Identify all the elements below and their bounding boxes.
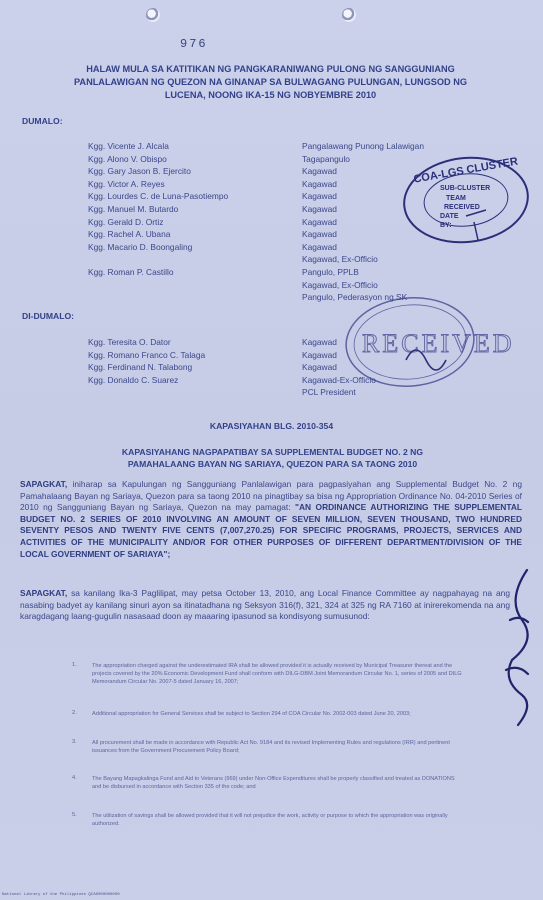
paragraph-text: iniharap sa Kapulungan ng Sangguniang Panlalawigan para pagpasiyahan ang Supplemental Budget No. 2 ng Pamahalaang Bayan ng Sariaya, Quezon para sa taong 2010 na pinagtibay sa bisa ng Appropriation Ordinance No. 04-2010 Series of 2010 ng Sangguniang Bayan ng Sariaya, Quezon na may pamagat: xyxy=(20,479,522,513)
whereas-paragraph-2 xyxy=(20,588,510,623)
present-role: Pangulo, PPLB xyxy=(302,266,359,277)
present-name: Kgg. Gerald D. Ortiz xyxy=(88,216,164,227)
resolution-title xyxy=(60,446,485,470)
absent-role: PCL President xyxy=(302,387,356,398)
present-name: Kgg. Manuel M. Butardo xyxy=(88,203,179,214)
present-role: Pangulo, Pederasyon ng SK xyxy=(302,292,408,303)
absent-name: Kgg. Ferdinand N. Talabong xyxy=(88,362,193,373)
resolution-number: KAPASIYAHAN BLG. 2010-354 xyxy=(209,421,334,431)
heading-line: LUCENA, NOONG IKA-15 NG NOBYEMBRE 2010 xyxy=(164,90,377,100)
present-label: DUMALO: xyxy=(22,116,63,126)
absent-role: Kagawad xyxy=(302,349,337,360)
condition-text: Additional appropriation for General Services shall be subject to Section 294 of COA Circular No. 2002-003 dated June 20, 2003; xyxy=(92,711,411,717)
present-role: Kagawad xyxy=(302,241,337,252)
condition-text: The utilization of savings shall be allowed provided that it will not prejudice the work, activity or purpose to which the appropriation was originally authorized. xyxy=(92,813,448,827)
condition-number: 5. xyxy=(72,812,77,818)
present-role: Kagawad, Ex-Officio xyxy=(302,254,378,265)
present-role: Kagawad xyxy=(302,203,337,214)
present-role: Kagawad xyxy=(302,216,337,227)
heading-line: PANLALAWIGAN NG QUEZON NA GINANAP SA BULWAGANG PULUNGAN, LUNGSOD NG xyxy=(73,77,468,87)
present-name: Kgg. Rachel A. Ubana xyxy=(88,229,171,240)
absent-name: Kgg. Teresita O. Dator xyxy=(88,337,171,347)
punch-hole-left xyxy=(146,8,160,22)
svg-text:COA-LGS CLUSTER: COA-LGS CLUSTER xyxy=(412,155,519,186)
scan-footer: National Library of the Philippines QCA0000000000 xyxy=(2,893,120,897)
present-name: Kgg. Lourdes C. de Luna-Pasotiempo xyxy=(88,191,229,202)
present-role: Kagawad xyxy=(302,229,337,240)
absent-role: Kagawad-Ex-Officio xyxy=(302,374,376,385)
present-name: Kgg. Macario D. Boongaling xyxy=(88,241,193,252)
present-name: Kgg. Roman P. Castillo xyxy=(88,266,174,277)
whereas-lead: SAPAGKAT, xyxy=(20,479,68,489)
signature-mark xyxy=(492,560,542,740)
present-role: Tagapangulo xyxy=(302,153,350,164)
absent-names-list xyxy=(88,336,205,386)
absent-name: Kgg. Romano Franco C. Talaga xyxy=(88,349,206,360)
whereas-paragraph-1 xyxy=(20,479,522,560)
condition-text: The Bayang Mapagkalinga Fund and Aid to Veterans (969) under Non-Office Expenditures shall be properly classified and treated as DONATIONS and be disbursed in accordance with Section 335 of the code; and xyxy=(92,776,455,790)
svg-text:TEAM: TEAM xyxy=(446,195,466,202)
present-name: Kgg. Gary Jason B. Ejercito xyxy=(88,166,191,177)
punch-hole-right xyxy=(342,8,356,22)
absent-name: Kgg. Donaldo C. Suarez xyxy=(88,374,179,385)
absent-label: DI-DUMALO: xyxy=(22,311,75,321)
svg-text:DATE: DATE xyxy=(440,213,459,220)
present-names-list xyxy=(88,140,228,279)
svg-text:BY:: BY: xyxy=(440,222,452,229)
present-name: Kgg. Alono V. Obispo xyxy=(88,153,167,164)
absent-role: Kagawad xyxy=(302,362,337,373)
condition-number: 3. xyxy=(72,739,77,745)
resolution-title-line: PAMAHALAANG BAYAN NG SARIAYA, QUEZON PARA SA TAONG 2010 xyxy=(127,459,418,469)
svg-text:RECEIVED: RECEIVED xyxy=(362,329,515,358)
whereas-lead: SAPAGKAT, xyxy=(20,588,68,598)
present-name: Kgg. Victor A. Reyes xyxy=(88,178,165,189)
heading-line: HALAW MULA SA KATITIKAN NG PANGKARANIWANG PULONG NG SANGGUNIANG xyxy=(86,64,455,74)
present-role: Kagawad xyxy=(302,178,337,189)
present-role: Kagawad, Ex-Officio xyxy=(302,279,378,290)
document-heading xyxy=(18,63,523,102)
condition-number: 1. xyxy=(72,662,77,668)
present-name: Kgg. Vicente J. Alcala xyxy=(88,141,169,151)
ordinance-title: "AN ORDINANCE AUTHORIZING THE SUPPLEMENTAL BUDGET NO. 2 SERIES OF 2010 INVOLVING AN AMOUNT OF SEVEN MILLION, SEVEN THOUSAND, TWO HUNDRED SEVENTY PESOS AND TWENTY FIVE CENTS (7,007,270.25) FOR SPECIFIC PROGRAMS, PROJECTS, SERVICES AND ACTIVITIES OF THE MUNICIPALITY AND/OR FOR OTHER PURPOSES OF DIFFERENT DEPARTMENT/DIVISION OF THE LOCAL GOVERNMENT OF SARIAYA"; xyxy=(20,502,522,559)
page-number: 976 xyxy=(180,37,208,51)
svg-text:RECEIVED: RECEIVED xyxy=(444,204,480,211)
condition-number: 4. xyxy=(72,775,77,781)
svg-text:SUB-CLUSTER: SUB-CLUSTER xyxy=(440,185,491,192)
condition-text: All procurement shall be made in accordance with Republic Act No. 9184 and its revised Implementing Rules and regulations (IRR) and pertinent issuances from the Government Procurement Policy Board; xyxy=(92,740,450,754)
present-name xyxy=(88,253,228,266)
condition-text: The appropriation charged against the underestimated IRA shall be allowed provided it is actually received by Municipal Treasurer thereat and the projects covered by the 20% Economic Development Fund shall conform with DILG-DBM Joint Memorandum Circular No. 1, series of 2005 and DILG Memorandum Circular No. 2007-5 dated January 16, 2007; xyxy=(92,663,462,685)
present-role: Pangalawang Punong Lalawigan xyxy=(302,141,425,151)
paragraph-text: sa kanilang Ika-3 Paglilipat, may petsa October 13, 2010, ang Local Finance Committee ay nagpahayag na ang nasabing badyet ay kanilang sinuri ayon sa itinatadhana ng Seksyon 316(f), 321, 324 at 325 ng RA 7160 at inirerekomenda na ang karagdagang laang-gugulin nasasaad doon ay maaaring ipasunod sa kondisyong sumusunod: xyxy=(20,588,510,622)
coa-received-stamp xyxy=(396,150,536,250)
received-stamp xyxy=(340,292,515,392)
resolution-title-line: KAPASIYAHANG NAGPAPATIBAY SA SUPPLEMENTAL BUDGET NO. 2 NG xyxy=(121,447,424,457)
absent-role: Kagawad xyxy=(302,337,337,347)
present-role: Kagawad xyxy=(302,191,337,202)
condition-number: 2. xyxy=(72,710,77,716)
present-role: Kagawad xyxy=(302,166,337,177)
